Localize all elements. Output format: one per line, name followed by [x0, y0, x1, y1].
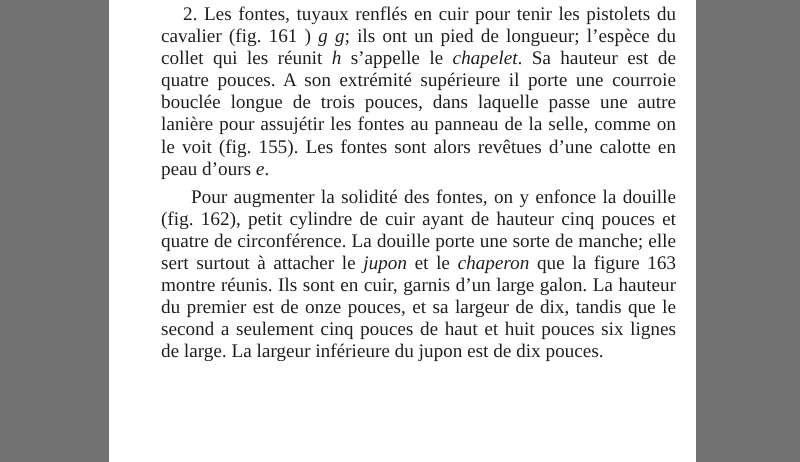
letter-ref-italic: h — [331, 48, 342, 70]
letter-ref-italic: e — [255, 158, 265, 180]
text-run: s’appelle le — [341, 48, 453, 70]
text-run: et le — [406, 253, 458, 275]
text-run: ; ils ont un pied de longueur; l’espèce du collet qui les réunit — [161, 26, 677, 70]
text-run: Pour augmenter la solidité des fontes, on y enfonce la douille (fig. 162), petit cylindre de cuir ayant de hauteur cinq pouces et quatre de circonférence. La douille porte une sorte de manche; elle sert surtout à attacher le — [161, 186, 676, 275]
text-run: . Sa hauteur est de quatre pouces. A son extrémité supérieure il porte une courroie bouclée longue de trois pouces, dans laquelle passe une autre lanière pour assujétir les fontes au panneau de la selle, comme on le voit (fig. 155). Les fontes sont alors revêtues d’une calotte en peau d’ours — [161, 48, 676, 180]
scanned-page — [109, 0, 696, 462]
term-chaperon: chaperon — [457, 253, 530, 275]
text-run: Les fontes, tuyaux renflés en cuir pour tenir les pistolets du cavalier (fig. 161 ) — [161, 4, 677, 48]
item-number: 2. — [183, 4, 198, 25]
text-run: que la figure 163 montre réunis. Ils sont en cuir, garnis d’un large galon. La hauteur du premier est de onze pouces, et sa largeur de dix, tandis que le second a seulement cinq pouces de haut et huit pouces six lignes de large. La largeur inférieure du jupon est de dix pouces. — [161, 253, 677, 363]
page-text — [161, 4, 676, 364]
term-jupon: jupon — [363, 253, 407, 275]
term-chapelet: chapelet — [452, 48, 518, 70]
text-run: . — [264, 158, 270, 180]
paragraph-douille — [161, 187, 676, 364]
figure-ref-italic: g g — [318, 26, 345, 48]
paragraph-fontes — [161, 4, 676, 181]
